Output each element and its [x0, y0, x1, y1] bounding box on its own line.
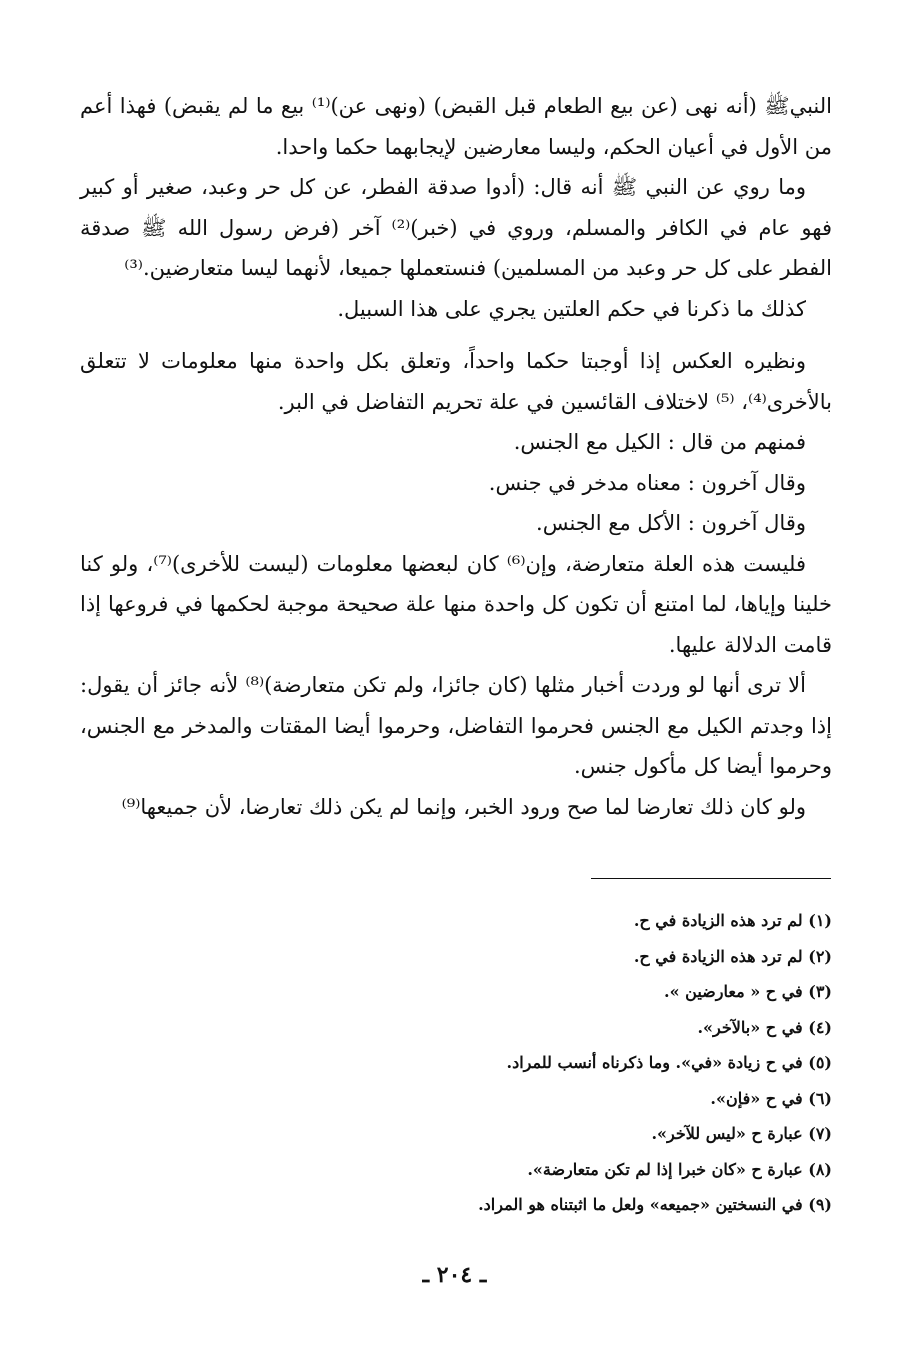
paragraph-8: فليست هذه العلة متعارضة، وإن⁽⁶⁾ كان لبعضها معلومات (ليست للأخرى)⁽⁷⁾، ولو كنا خلينا وإياها، لما امتنع أن تكون كل واحدة منها علة صحيحة موجبة لحكمها في فروعها إذا قامت الدلالة عليها. [80, 551, 832, 657]
footnote-divider [591, 878, 831, 879]
paragraph-1: النبيﷺ (أنه نهى (عن بيع الطعام قبل القبض) (ونهى عن)⁽¹⁾ بيع ما لم يقبض) فهذا أعم من الأول في أعيان الحكم، وليسا معارضين لإيجابهما حكما واحدا. [80, 94, 832, 159]
page-number: ـ ٢٠٤ ـ [422, 1262, 487, 1288]
footnotes [260, 903, 832, 1223]
footnote-6: (٦) في ح «فإن». [710, 1088, 832, 1108]
footnote-2: (٢) لم ترد هذه الزيادة في ح. [633, 946, 832, 966]
footnote-5: (٥) في ح زيادة «في». وما ذكرناه أنسب للمراد. [506, 1053, 832, 1072]
main-text [80, 86, 832, 827]
paragraph-10: ولو كان ذلك تعارضا لما صح ورود الخبر، وإنما لم يكن ذلك تعارضا، لأن جميعها⁽⁹⁾ [121, 794, 806, 819]
footnote-3: (٣) في ح « معارضين ». [664, 982, 832, 1001]
footnote-1: (١) لم ترد هذه الزيادة في ح. [633, 911, 832, 930]
footnote-8: (٨) عبارة ح «كان خبرا إذا لم تكن متعارضة». [527, 1159, 832, 1179]
footnote-9: (٩) في النسختين «جميعه» ولعل ما اثبتناه هو المراد. [478, 1195, 832, 1214]
paragraph-3: كذلك ما ذكرنا في حكم العلتين يجري على هذا السبيل. [337, 296, 806, 321]
paragraph-6: وقال آخرون : معناه مدخر في جنس. [488, 470, 806, 495]
paragraph-4: ونظيره العكس إذا أوجبتا حكما واحداً، وتعلق بكل واحدة منها معلومات لا تتعلق بالأخرى⁽⁴⁾، ⁽⁵⁾ لاختلاف القائسين في علة تحريم التفاضل في البر. [80, 349, 832, 414]
footnote-7: (٧) عبارة ح «ليس للآخر». [651, 1124, 832, 1143]
paragraph-7: وقال آخرون : الأكل مع الجنس. [536, 511, 806, 535]
paragraph-5: فمنهم من قال : الكيل مع الجنس. [513, 430, 806, 454]
paragraph-2: وما روي عن النبي ﷺ أنه قال: (أدوا صدقة الفطر، عن كل حر وعبد، صغير أو كبير فهو عام في الكافر والمسلم، وروي في (خبر)⁽²⁾ آخر (فرض رسول الله ﷺ صدقة الفطر على كل حر وعبد من المسلمين) فنستعملها جميعا، لأنهما ليسا متعارضين.⁽³⁾ [80, 175, 832, 280]
paragraph-9: ألا ترى أنها لو وردت أخبار مثلها (كان جائزا، ولم تكن متعارضة)⁽⁸⁾ لأنه جائز أن يقول: إذا وجدتم الكيل مع الجنس فحرموا التفاضل، وحرموا أيضا المقتات والمدخر مع الجنس، وحرموا أيضا كل مأكول جنس. [80, 673, 832, 778]
footnote-4: (٤) في ح «بالآخر». [697, 1017, 832, 1037]
